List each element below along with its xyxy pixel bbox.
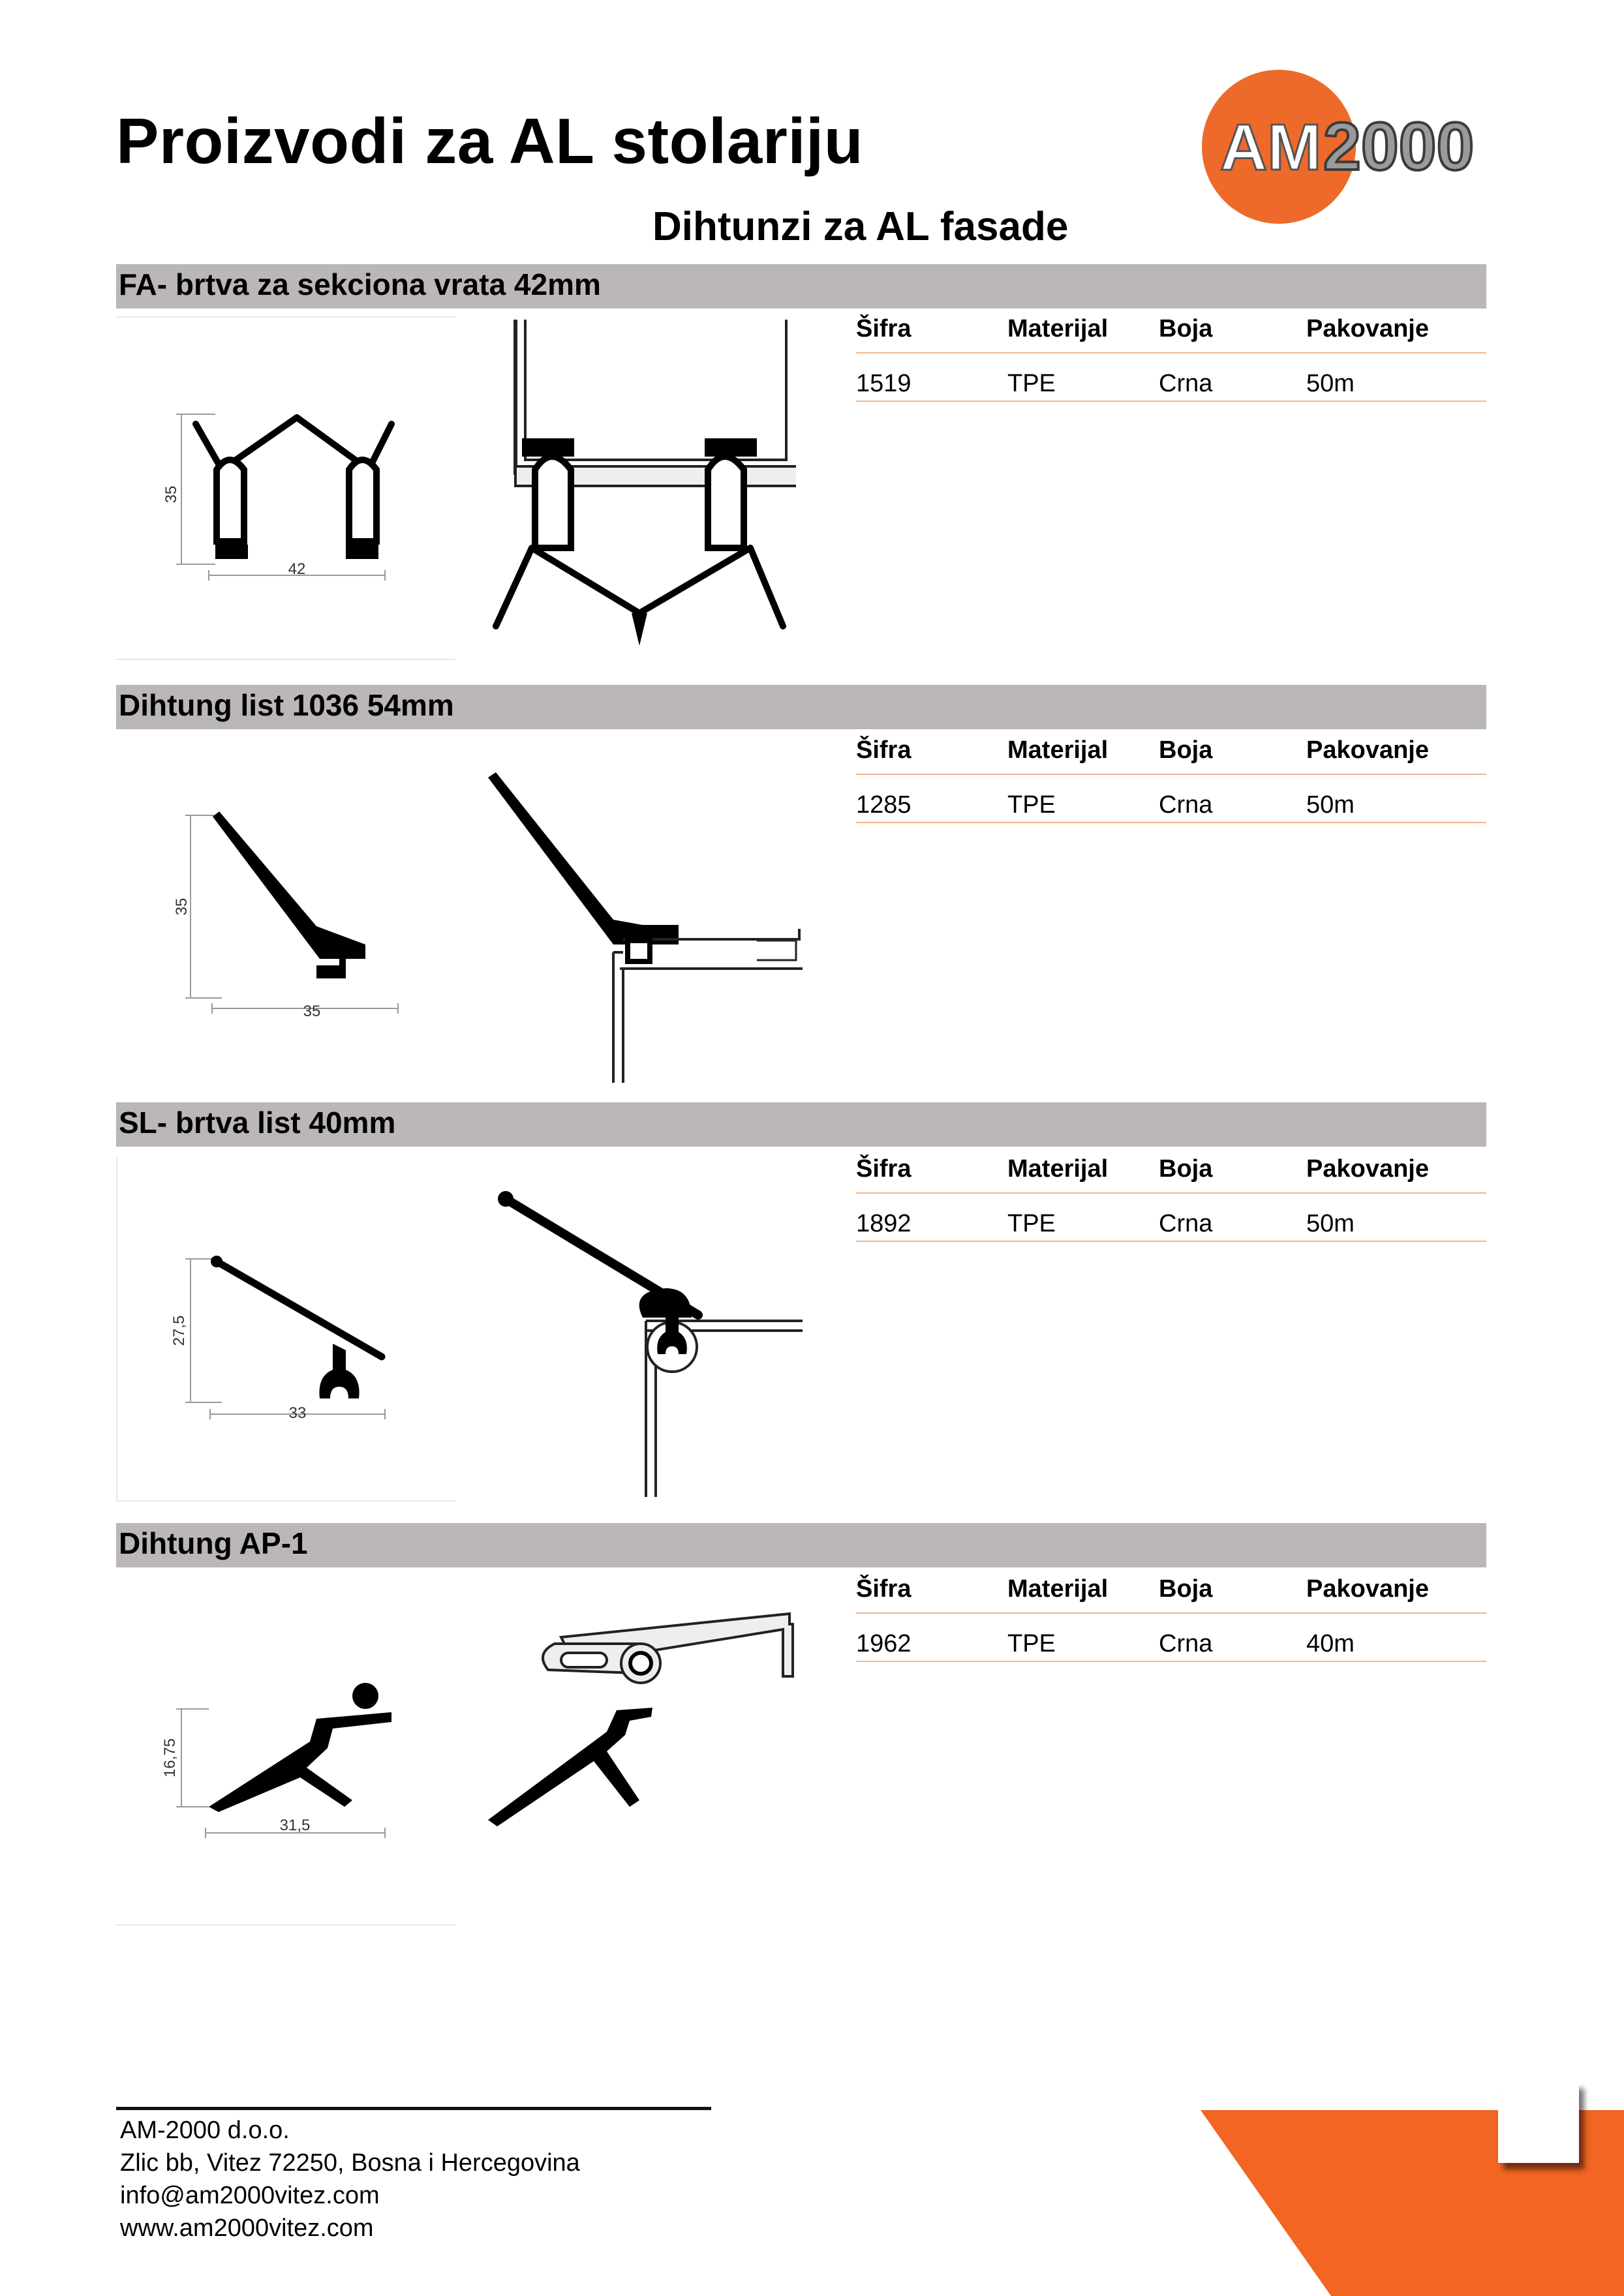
col-boja: Boja [1159,736,1213,764]
col-pakovanje: Pakovanje [1306,1155,1429,1183]
table-header-row [856,727,1486,775]
table-row [856,1614,1486,1662]
col-sifra: Šifra [856,736,912,764]
product-table-1892 [856,1145,1486,1242]
divider [116,1500,455,1502]
footer-rule [116,2107,711,2110]
dim-width: 31,5 [279,1817,311,1834]
cell-boja: Crna [1159,1210,1213,1237]
profile-drawing-ap1 [157,1670,418,1865]
col-materijal: Materijal [1007,315,1109,342]
divider [116,1924,455,1926]
section-header-fa-brtva [116,264,1486,309]
cell-sifra: 1519 [856,370,912,397]
assembly-drawing-ap1 [483,1611,803,1833]
col-sifra: Šifra [856,1575,912,1603]
page-subtitle: Dihtunzi za AL fasade [652,204,1069,249]
col-boja: Boja [1159,1575,1213,1603]
cell-materijal: TPE [1007,1630,1056,1657]
col-pakovanje: Pakovanje [1306,315,1429,342]
col-sifra: Šifra [856,1155,912,1183]
cell-boja: Crna [1159,370,1213,397]
col-materijal: Materijal [1007,1155,1109,1183]
table-header-row [856,1145,1486,1194]
table-row [856,775,1486,823]
table-row [856,354,1486,402]
table-row [856,1194,1486,1242]
product-table-1285 [856,727,1486,823]
section-header-ap1 [116,1523,1486,1567]
dim-height: 35 [162,485,180,504]
col-sifra: Šifra [856,315,912,342]
dim-width: 35 [303,1003,321,1020]
col-materijal: Materijal [1007,736,1109,764]
cell-sifra: 1285 [856,791,912,819]
col-pakovanje: Pakovanje [1306,736,1429,764]
col-pakovanje: Pakovanje [1306,1575,1429,1603]
cell-sifra: 1962 [856,1630,912,1657]
dim-width: 42 [288,560,306,578]
col-materijal: Materijal [1007,1575,1109,1603]
product-table-1962 [856,1565,1486,1662]
footer-address: Zlic bb, Vitez 72250, Bosna i Hercegovina [120,2149,580,2177]
dim-height: 35 [173,898,191,916]
table-header-row [856,1565,1486,1614]
section-header-sl-brtva [116,1102,1486,1147]
section-header-dihtung-1036 [116,685,1486,729]
logo-text-2000: 2000 [1323,109,1475,185]
footer-white-square [1498,2082,1579,2163]
divider [116,1158,117,1500]
am2000-logo [1181,65,1533,235]
profile-drawing-1036 [170,802,418,1024]
section-title: SL- brtva list 40mm [119,1106,396,1140]
dim-height: 27,5 [170,1315,188,1346]
section-title: Dihtung AP-1 [119,1526,308,1560]
cell-pakovanje: 50m [1306,791,1355,819]
col-boja: Boja [1159,315,1213,342]
cell-materijal: TPE [1007,791,1056,819]
logo-text-am: AM [1220,111,1322,184]
footer-email[interactable]: info@am2000vitez.com [120,2182,380,2209]
assembly-drawing-sl [483,1181,803,1500]
cell-materijal: TPE [1007,1210,1056,1237]
section-title: Dihtung list 1036 54mm [119,688,454,722]
cell-boja: Crna [1159,1630,1213,1657]
section-title: FA- brtva za sekciona vrata 42mm [119,267,601,301]
dim-height: 16,75 [161,1738,179,1778]
table-header-row [856,305,1486,354]
cell-pakovanje: 50m [1306,1210,1355,1237]
col-boja: Boja [1159,1155,1213,1183]
cell-boja: Crna [1159,791,1213,819]
page-title: Proizvodi za AL stolariju [116,105,864,177]
assembly-drawing-fa [483,307,796,659]
product-table-1519 [856,305,1486,402]
divider [116,659,455,660]
cell-sifra: 1892 [856,1210,912,1237]
footer-company: AM-2000 d.o.o. [120,2117,290,2144]
cell-pakovanje: 50m [1306,370,1355,397]
cell-materijal: TPE [1007,370,1056,397]
profile-drawing-sl [163,1239,411,1435]
footer-website[interactable]: www.am2000vitez.com [120,2214,374,2242]
divider [116,316,455,318]
cell-pakovanje: 40m [1306,1630,1355,1657]
profile-drawing-fa [157,398,405,594]
assembly-drawing-1036 [483,770,803,1089]
dim-width: 33 [288,1404,307,1422]
